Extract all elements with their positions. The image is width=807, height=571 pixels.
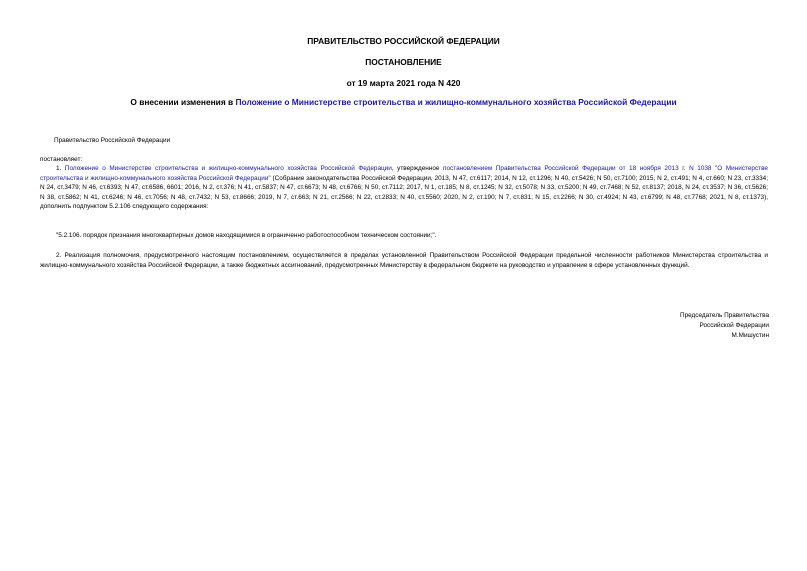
resolution-link[interactable]: постановлением Правительства Российской Федерации от 18 ноября 2013 г. N 1038 "О Министерстве строительства и жилищно-коммунального хозяйства Российской Федерации": [40, 165, 768, 182]
government-label: Правительство Российской Федерации: [54, 137, 171, 144]
regulation-link[interactable]: Положение о Министерстве строительства и жилищно-коммунального хозяйства Российской Федерации: [64, 165, 392, 172]
paragraph-2: 2. Реализация полномочия, предусмотренного настоящим постановлением, осуществляется в пределах установленной Правительством Российской Федерации предельной численности работников Министерства строительства и жилищно-коммунального хозяйства Российской Федерации, а также бюджетных ассигнований, предусмотренных Министерству в федеральном бюджете на руководство и управление в сфере установленных функций.: [40, 252, 768, 269]
signature-name: М.Мишустин: [731, 332, 769, 339]
doc-type: ПОСТАНОВЛЕНИЕ: [365, 57, 442, 67]
subject-link[interactable]: Положение о Министерстве строительства и жилищно-коммунального хозяйства Российской Федерации: [235, 97, 677, 107]
decrees-label: постановляет:: [40, 156, 83, 163]
org-title: ПРАВИТЕЛЬСТВО РОССИЙСКОЙ ФЕДЕРАЦИИ: [307, 36, 500, 46]
doc-subject: [0, 97, 807, 107]
p1-prefix: 1.: [56, 165, 65, 172]
signature-block: [680, 311, 769, 341]
quoted-subclause: "5.2.106. порядок признания многоквартирных домов находящимися в ограниченно работоспособном техническом состоянии;".: [56, 232, 437, 239]
paragraph-1: [40, 164, 768, 212]
p1-rest: (Собрание законодательства Российской Федерации, 2013, N 47, ст.6117; 2014, N 12, ст.1296; N 40, ст.5426; N 50, ст.7100; 2015, N 2, ст.491; N 4, ст.660; N 23, ст.3334; N 24, ст.3479; N 46, ст.6393; N 47, ст.6586, 6601; 2016, N 2, ст.376; N 41, ст.5837; N 47, ст.6673; N 48, ст.6766; N 50, ст.7112; 2017, N 1, ст.185; N 8, ст.1245; N 32, ст.5078; N 33, ст.5200; N 49, ст.7468; N 52, ст.8137; 2018, N 24, ст.3537; N 36, ст.5626; N 38, ст.5862; N 41, ст.6246; N 46, ст.7056; N 48, ст.7432; N 53, ст.8666; 2019, N 7, ст.663; N 21, ст.2566; N 22, ст.2833; N 40, ст.5560; 2020, N 2, ст.190; N 7, ст.831; N 15, ст.2266; N 30, ст.4924; N 43, ст.6799; N 48, ст.7768; 2021, N 8, ст.1373), дополнить подпунктом 5.2.106 следующего содержания:: [40, 174, 768, 211]
signature-org: Российской Федерации: [699, 322, 769, 329]
doc-date-number: от 19 марта 2021 года N 420: [346, 78, 461, 88]
p1-mid: , утвержденное: [391, 165, 443, 172]
signature-title: Председатель Правительства: [680, 312, 769, 319]
subject-prefix: О внесении изменения в: [130, 97, 236, 107]
